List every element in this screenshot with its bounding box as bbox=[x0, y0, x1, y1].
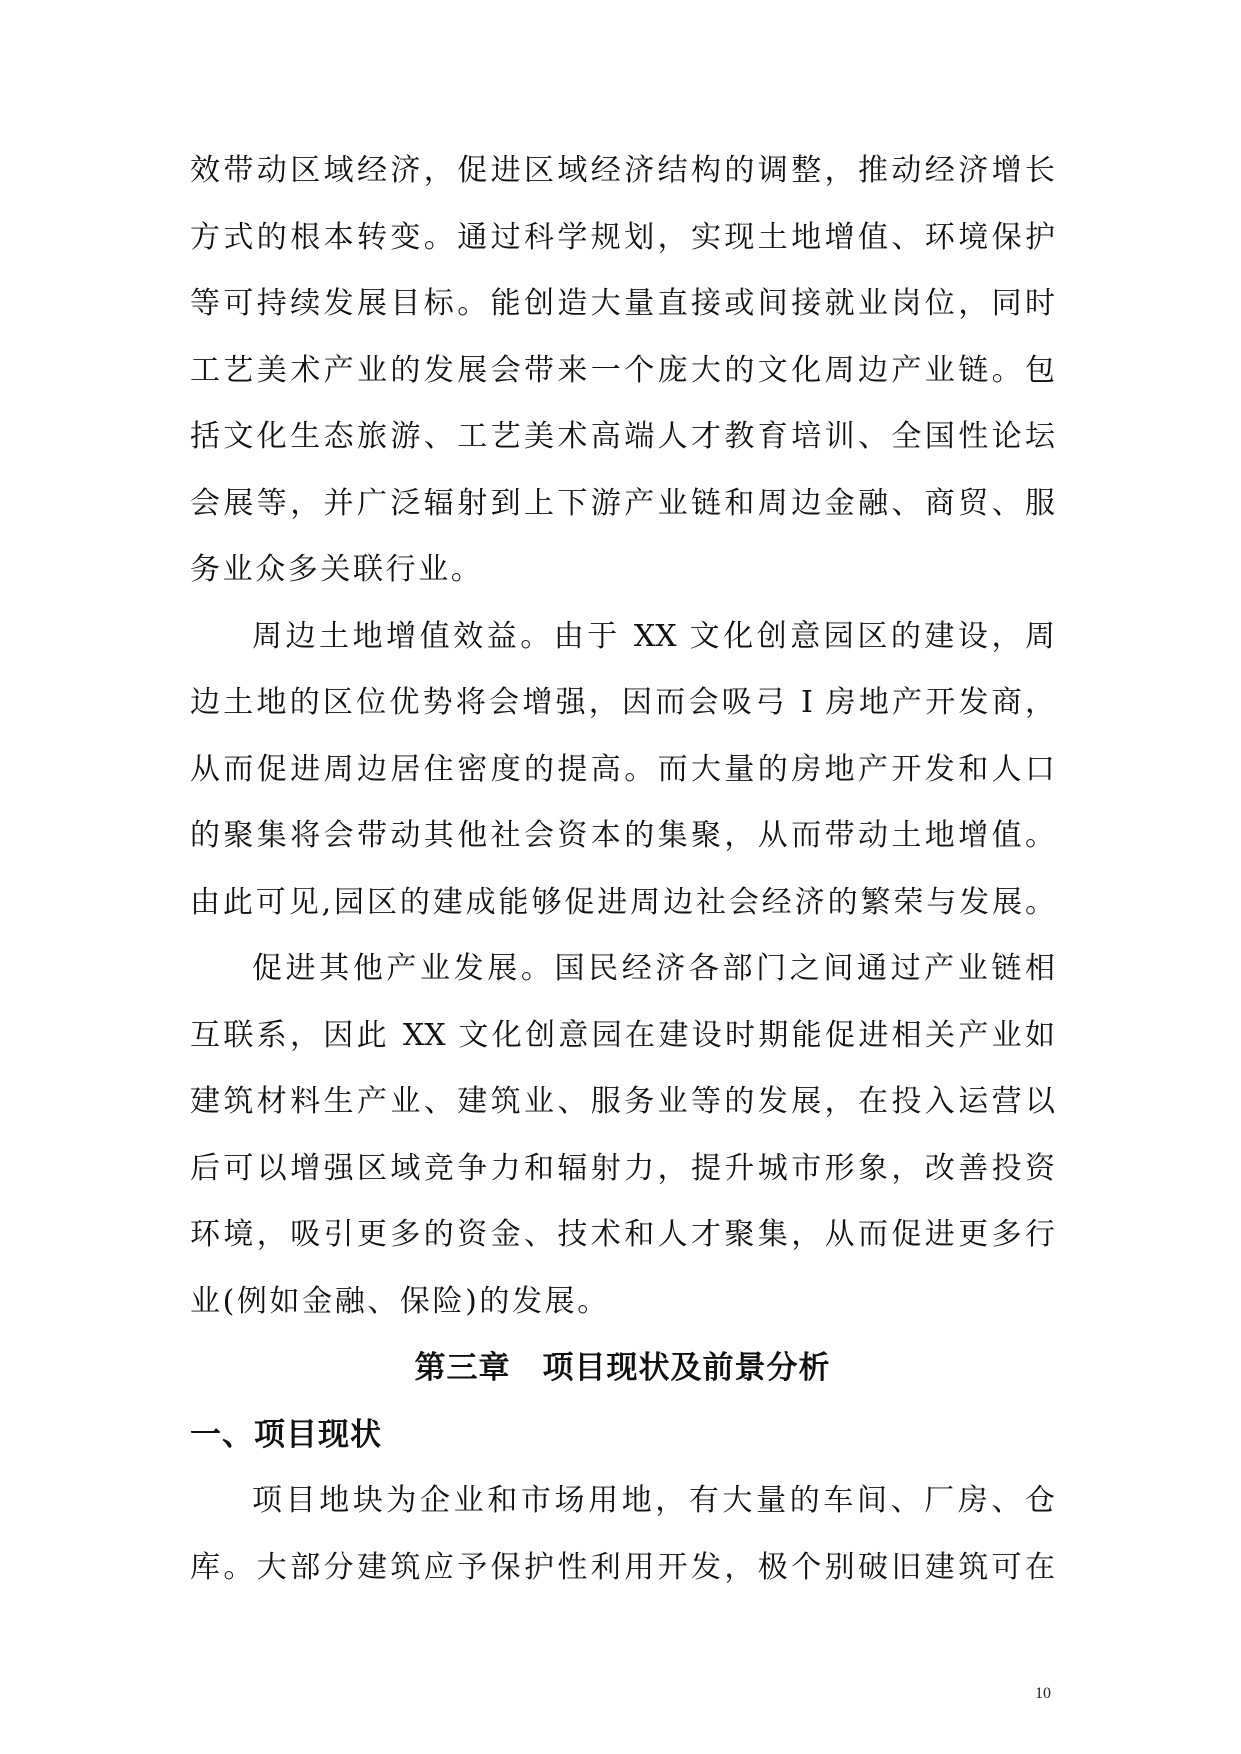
text-line: 库。大部分建筑应予保护性利用开发，极个别破旧建筑可在 bbox=[190, 1549, 1055, 1585]
text-line: 的聚集将会带动其他社会资本的集聚，从而带动土地增值。 bbox=[190, 818, 1055, 853]
text-line: 环境，吸引更多的资金、技术和人才聚集，从而促进更多行 bbox=[190, 1217, 1055, 1252]
page-number: 10 bbox=[1035, 1685, 1051, 1702]
text-line: 等可持续发展目标。能创造大量直接或间接就业岗位，同时 bbox=[190, 286, 1055, 321]
paragraph-other-industries bbox=[190, 936, 1055, 1335]
paragraph-regional-economy bbox=[190, 138, 1055, 604]
text-line: 由此可见,园区的建成能够促进周边社会经济的繁荣与发展。 bbox=[190, 884, 1055, 920]
text-line: 会展等，并广泛辐射到上下游产业链和周边金融、商贸、服 bbox=[190, 485, 1055, 521]
text-line: 效带动区域经济，促进区域经济结构的调整，推动经济增长 bbox=[190, 153, 1055, 188]
section-heading: 一、项目现状 bbox=[190, 1416, 382, 1453]
text-line: 业(例如金融、保险)的发展。 bbox=[190, 1283, 610, 1319]
text-line: 互联系，因此 XX 文化创意园在建设时期能促进相关产业如 bbox=[190, 1017, 1055, 1053]
text-line: 务业众多关联行业。 bbox=[190, 552, 484, 587]
paragraph-land-value bbox=[190, 604, 1055, 937]
text-line: 工艺美术产业的发展会带来一个庞大的文化周边产业链。包 bbox=[190, 352, 1055, 388]
text-line: 后可以增强区域竞争力和辐射力，提升城市形象，改善投资 bbox=[190, 1150, 1055, 1186]
text-line: 促进其他产业发展。国民经济各部门之间通过产业链相 bbox=[252, 951, 1055, 986]
paragraph-project-status bbox=[190, 1468, 1055, 1601]
text-line: 方式的根本转变。通过科学规划，实现土地增值、环境保护 bbox=[190, 219, 1055, 255]
text-line: 建筑材料生产业、建筑业、服务业等的发展，在投入运营以 bbox=[190, 1084, 1055, 1119]
text-line: 从而促进周边居住密度的提高。而大量的房地产开发和人口 bbox=[190, 751, 1055, 787]
page-body bbox=[190, 138, 1055, 1601]
text-line: 边土地的区位优势将会增强，因而会吸弓 I 房地产开发商， bbox=[190, 685, 1055, 720]
text-line: 项目地块为企业和市场用地，有大量的车间、厂房、仓 bbox=[252, 1483, 1055, 1518]
text-line: 括文化生态旅游、工艺美术高端人才教育培训、全国性论坛 bbox=[190, 419, 1055, 454]
chapter-heading: 第三章 项目现状及前景分析 bbox=[414, 1350, 831, 1386]
text-line: 周边土地增值效益。由于 XX 文化创意园区的建设，周 bbox=[252, 618, 1055, 654]
